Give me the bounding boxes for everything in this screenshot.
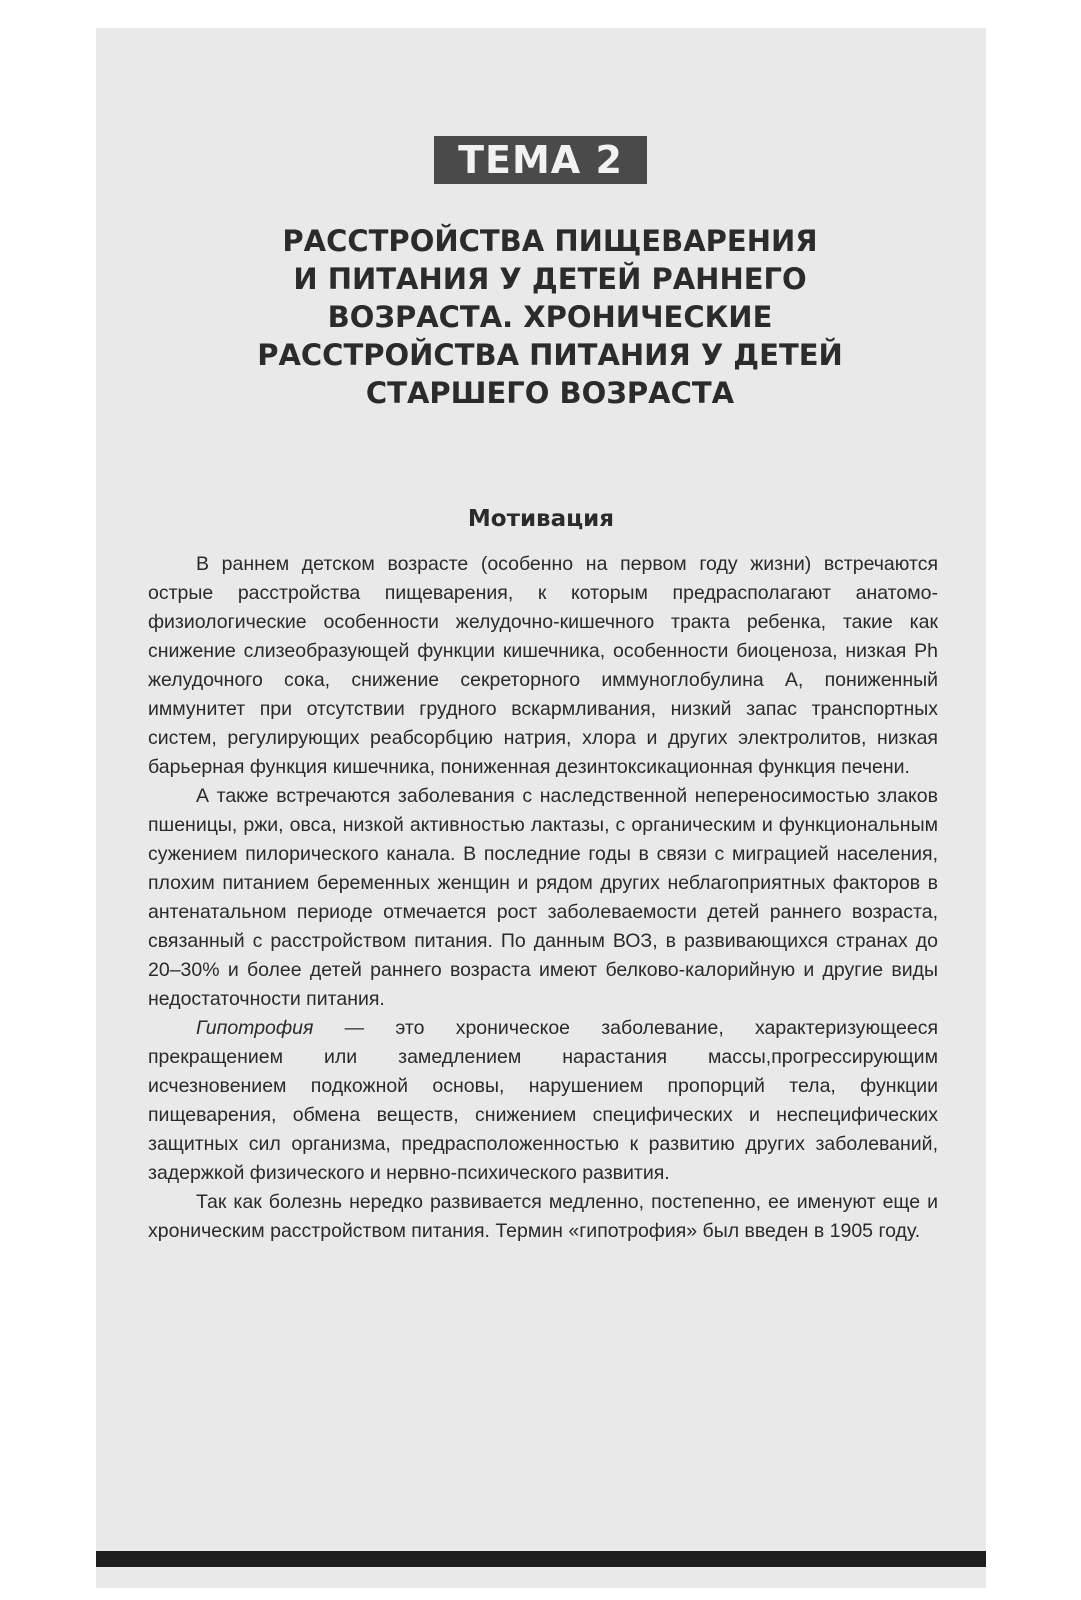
chapter-title-line: ВОЗРАСТА. ХРОНИЧЕСКИЕ [327, 300, 773, 334]
section-heading: Мотивация [467, 506, 615, 532]
theme-label-container [0, 136, 1081, 184]
chapter-title-line: РАССТРОЙСТВА ПИТАНИЯ У ДЕТЕЙ [257, 338, 843, 372]
chapter-title [190, 222, 910, 412]
theme-label: ТЕМА 2 [434, 136, 647, 184]
defined-term: Гипотрофия [196, 1017, 314, 1039]
chapter-title-line: РАССТРОЙСТВА ПИЩЕВАРЕНИЯ [282, 224, 818, 258]
paragraph-definition [148, 1014, 938, 1188]
chapter-title-line: СТАРШЕГО ВОЗРАСТА [365, 376, 735, 410]
paragraph: В раннем детском возрасте (особенно на первом году жизни) встречаются острые расстройства пищеварения, к которым предрасполагают анатомо-физиологические особенности желудочно-кишечного тракта ребенка, такие как снижение слизеобразующей функции кишечника, особенности биоценоза, низкая Ph желудочного сока, снижение секреторного иммуноглобулина А, пониженный иммунитет при отсутствии грудного вскармливания, низкий запас транспортных систем, регулирующих реабсорбцию натрия, хлора и других электролитов, низкая барьерная функция кишечника, пониженная дезинтоксикационная функция печени. [148, 553, 938, 778]
paragraph: А также встречаются заболевания с наследственной непереносимостью злаков пшеницы, ржи, овса, низкой активностью лактазы, с органическим и функциональным сужением пилорического канала. В последние годы в связи с миграцией населения, плохим питанием беременных женщин и рядом других неблагоприятных факторов в антенатальном периоде отмечается рост заболеваемости детей раннего возраста, связанный с расстройством питания. По данным ВОЗ, в развивающихся странах до 20–30% и более детей раннего возраста имеют белково-калорийную и другие виды недостаточности питания. [148, 785, 938, 1010]
body-text [148, 550, 938, 1246]
paragraph: Так как болезнь нередко развивается медленно, постепенно, ее именуют еще и хроническим расстройством питания. Термин «гипотрофия» был введен в 1905 году. [148, 1191, 938, 1242]
scan-edge-band [96, 1551, 986, 1567]
chapter-title-line: И ПИТАНИЯ У ДЕТЕЙ РАННЕГО [293, 262, 807, 296]
definition-text: — это хроническое заболевание, характеризующееся прекращением или замедлением нарастания массы,прогрессирующим исчезновением подкожной основы, нарушением пропорций тела, функции пищеварения, обмена веществ, снижением специфических и неспецифических защитных сил организма, предрасположенностью к развитию других заболеваний, задержкой физического и нервно-психического развития. [148, 1017, 938, 1184]
